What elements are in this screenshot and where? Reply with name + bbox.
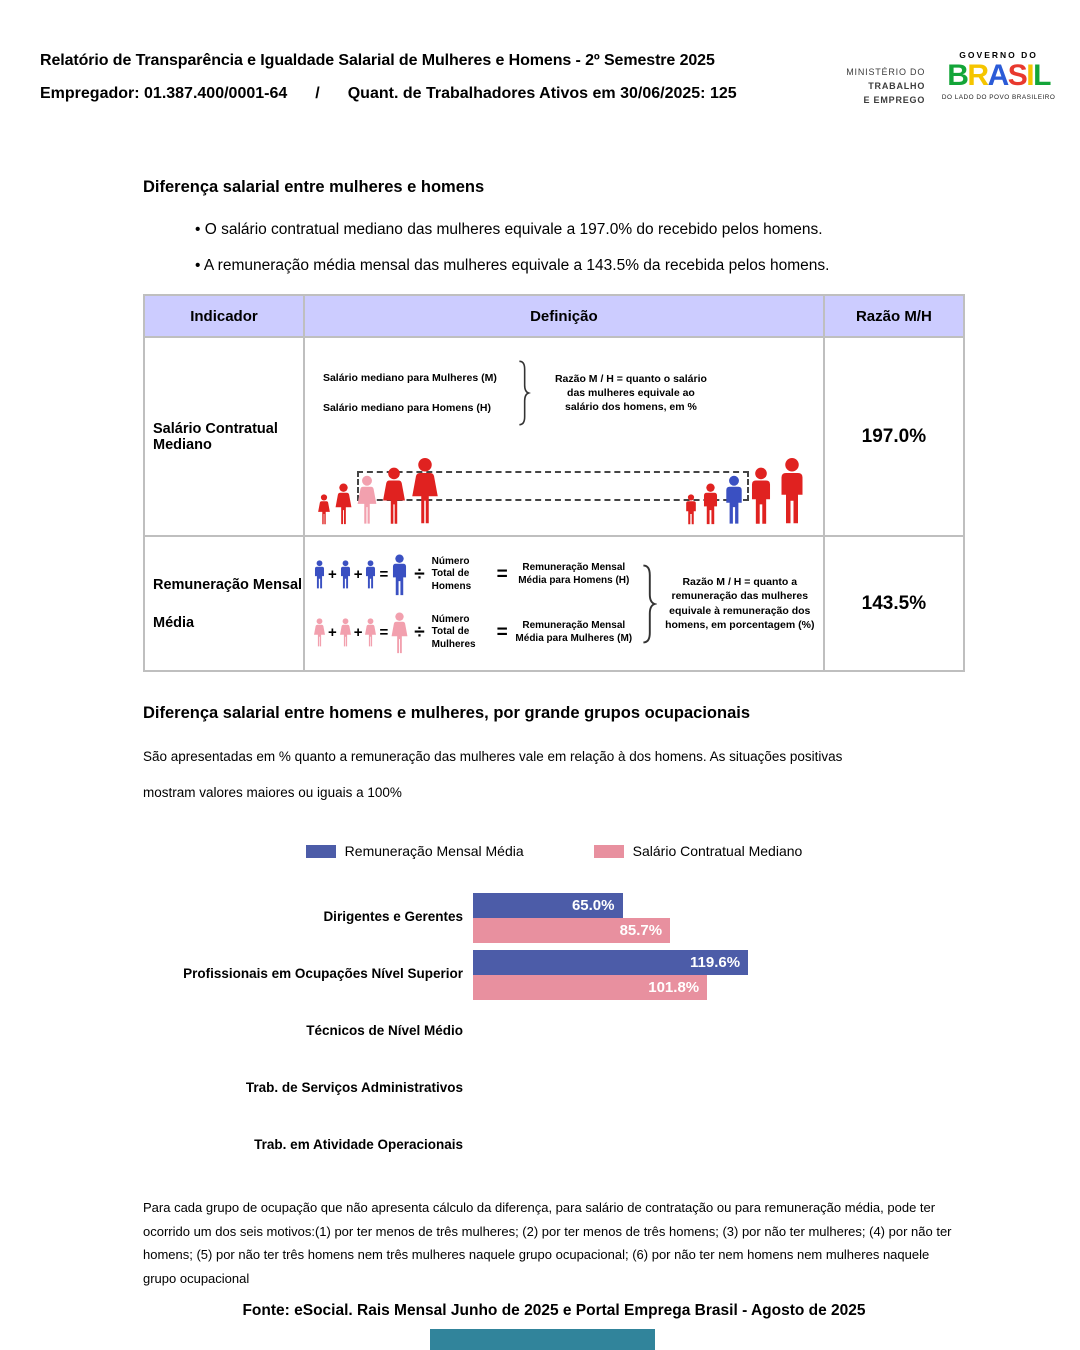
woman-icon bbox=[390, 612, 409, 654]
col-header-indicador: Indicador bbox=[144, 295, 304, 337]
men-result-label: Remuneração Mensal Média para Homens (H) bbox=[518, 562, 630, 586]
woman-icon bbox=[317, 494, 331, 525]
footer-bar bbox=[430, 1329, 655, 1350]
chart-row bbox=[143, 889, 965, 946]
brace-icon bbox=[641, 550, 657, 658]
report-title: Relatório de Transparência e Igualdade Salarial de Mulheres e Homens - 2º Semestre 2025 bbox=[40, 52, 715, 69]
man-icon bbox=[364, 560, 377, 589]
occupational-groups-chart bbox=[143, 889, 965, 1174]
ministry-line3: E EMPREGO bbox=[863, 94, 926, 105]
ratio-explanation: Razão M / H = quanto a remuneração das mulheres equivale à remuneração dos homens, em porcentagem (%) bbox=[665, 576, 815, 631]
women-divisor-label: Número Total de Mulheres bbox=[431, 613, 476, 650]
equals-sign: = bbox=[379, 566, 389, 583]
ministry-logo bbox=[826, 66, 925, 108]
ratio-value: 197.0% bbox=[824, 337, 964, 536]
man-icon bbox=[701, 483, 720, 525]
woman-median-icon bbox=[356, 475, 378, 525]
col-header-razao: Razão M/H bbox=[824, 295, 964, 337]
bar-remuneracao: 119.6% bbox=[473, 950, 748, 975]
legend-swatch-blue bbox=[306, 845, 336, 858]
category-label: Profissionais em Ocupações Nível Superior bbox=[183, 966, 463, 982]
brasil-wordmark-icon: BRASIL bbox=[947, 59, 1050, 92]
man-icon bbox=[684, 494, 698, 525]
definition-cell bbox=[304, 536, 824, 671]
category-label: Trab. de Serviços Administrativos bbox=[245, 1080, 463, 1096]
govbr-top-text: GOVERNO DO bbox=[959, 50, 1038, 60]
man-icon bbox=[339, 560, 352, 589]
chart-row bbox=[143, 946, 965, 1003]
median-men-label: Salário mediano para Homens (H) bbox=[322, 402, 491, 414]
chart-row bbox=[143, 1003, 965, 1060]
category-label: Trab. em Atividade Operacionais bbox=[254, 1137, 463, 1153]
description-line1: São apresentadas em % quanto a remuneração das mulheres vale em relação à dos homens. As situações positivas bbox=[143, 749, 843, 764]
employer-id: Empregador: 01.387.400/0001-64 bbox=[40, 85, 288, 102]
bar-group bbox=[473, 893, 965, 943]
equals-sign: = bbox=[379, 624, 389, 641]
woman-icon bbox=[313, 618, 326, 647]
legend-item-remuneracao bbox=[306, 843, 524, 859]
ministry-line1: MINISTÉRIO DO bbox=[846, 67, 926, 77]
bar-group bbox=[473, 950, 965, 1000]
gap-bullets bbox=[143, 212, 965, 284]
chart-row bbox=[143, 1060, 965, 1117]
man-icon bbox=[777, 457, 807, 525]
divide-sign: ÷ bbox=[414, 621, 425, 643]
col-header-definicao: Definição bbox=[304, 295, 824, 337]
table-row-remuneracao-media bbox=[144, 536, 964, 671]
legend-label: Salário Contratual Mediano bbox=[632, 843, 803, 859]
govbr-tagline: DO LADO DO POVO BRASILEIRO bbox=[941, 93, 1056, 101]
report-header bbox=[40, 52, 840, 103]
plus-sign: + bbox=[327, 624, 337, 641]
men-formula-row bbox=[313, 554, 635, 596]
indicator-table bbox=[143, 294, 965, 672]
table-header-row bbox=[144, 295, 964, 337]
brace-icon bbox=[517, 360, 531, 426]
chart-row bbox=[143, 1117, 965, 1174]
woman-icon bbox=[334, 483, 353, 525]
man-median-icon bbox=[723, 475, 745, 525]
women-formula-row bbox=[313, 612, 635, 654]
section-title-gap: Diferença salarial entre mulheres e homens bbox=[143, 178, 485, 196]
plus-sign: + bbox=[353, 624, 363, 641]
men-group bbox=[684, 457, 807, 525]
bullet-mean-remuneration: • A remuneração média mensal das mulheres equivale a 143.5% da recebida pelos homens. bbox=[195, 257, 830, 274]
report-body bbox=[143, 178, 965, 1320]
plus-sign: + bbox=[327, 566, 337, 583]
indicator-cell: Salário Contratual Mediano bbox=[144, 337, 304, 536]
woman-icon bbox=[410, 457, 440, 525]
woman-icon bbox=[364, 618, 377, 647]
bar-salario: 101.8% bbox=[473, 975, 707, 1000]
logo-area bbox=[826, 50, 1066, 108]
category-label: Dirigentes e Gerentes bbox=[323, 909, 463, 925]
women-group bbox=[317, 457, 440, 525]
description-line2: mostram valores maiores ou iguais a 100% bbox=[143, 785, 402, 800]
median-salary-diagram bbox=[305, 338, 823, 535]
legend-label: Remuneração Mensal Média bbox=[344, 843, 524, 859]
bar-salario: 85.7% bbox=[473, 918, 670, 943]
bar-remuneracao: 65.0% bbox=[473, 893, 623, 918]
ministry-line2: TRABALHO bbox=[868, 80, 926, 91]
mean-remuneration-diagram bbox=[305, 537, 823, 670]
govbr-logo bbox=[931, 50, 1066, 101]
legend-item-salario bbox=[594, 843, 803, 859]
ratio-value: 143.5% bbox=[824, 536, 964, 671]
category-label: Técnicos de Nível Médio bbox=[306, 1023, 463, 1039]
section-title-groups: Diferença salarial entre homens e mulheres, por grande grupos ocupacionais bbox=[143, 704, 751, 722]
men-divisor-label: Número Total de Homens bbox=[431, 555, 472, 592]
man-icon bbox=[748, 467, 774, 525]
median-women-label: Salário mediano para Mulheres (M) bbox=[322, 372, 497, 384]
active-workers-count: Quant. de Trabalhadores Ativos em 30/06/2025: 125 bbox=[347, 85, 737, 102]
employer-info bbox=[40, 85, 840, 103]
bullet-median-salary: • O salário contratual mediano das mulheres equivale a 197.0% do recebido pelos homens. bbox=[195, 221, 823, 238]
divide-sign: ÷ bbox=[414, 563, 425, 585]
equals-sign: = bbox=[496, 621, 508, 643]
indicator-line2: Média bbox=[153, 614, 195, 631]
women-result-label: Remuneração Mensal Média para Mulheres (M) bbox=[515, 620, 633, 644]
legend-swatch-pink bbox=[594, 845, 624, 858]
chart-legend bbox=[143, 843, 965, 859]
woman-icon bbox=[339, 618, 352, 647]
man-icon bbox=[313, 560, 326, 589]
separator: / bbox=[315, 85, 320, 102]
definition-cell bbox=[304, 337, 824, 536]
table-row-salario-mediano bbox=[144, 337, 964, 536]
population-pictogram bbox=[317, 451, 811, 525]
ratio-explanation: Razão M / H = quanto o salário das mulheres equivale ao salário dos homens, em % bbox=[554, 372, 707, 414]
man-icon bbox=[390, 554, 409, 596]
footnote: Para cada grupo de ocupação que não apresenta cálculo da diferença, para salário de contratação ou para remuneração média, pode ter ocorrido um dos seis motivos:(1) por ter menos de três mulheres; (2) por ter menos de três homens; (3) por não ter mulheres; (4) por não ter homens; (5) por não ter três homens nem três mulheres naquele grupo ocupacional; (6) por não ter nem homens nem mulheres naquele grupo ocupacional bbox=[143, 1200, 952, 1286]
indicator-line1: Remuneração Mensal bbox=[153, 576, 303, 593]
equals-sign: = bbox=[496, 563, 508, 585]
source-line: Fonte: eSocial. Rais Mensal Junho de 2025 e Portal Emprega Brasil - Agosto de 2025 bbox=[242, 1302, 866, 1319]
plus-sign: + bbox=[353, 566, 363, 583]
groups-description bbox=[143, 739, 965, 811]
woman-icon bbox=[381, 467, 407, 525]
indicator-cell bbox=[144, 536, 304, 671]
